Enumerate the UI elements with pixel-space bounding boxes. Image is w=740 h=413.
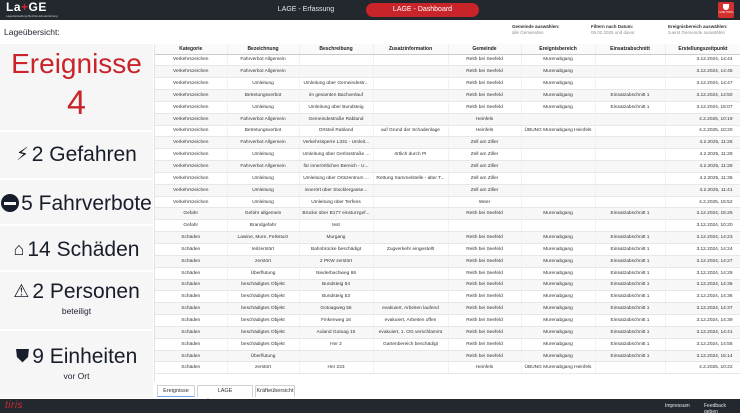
table-cell: 4.2.2025, 10:22 (665, 362, 740, 374)
table-cell: 3.12.2024, 14:29 (665, 267, 740, 279)
table-cell: Reith bei Seefeld (448, 101, 521, 113)
table-cell (595, 161, 665, 173)
table-cell: Gefahr (155, 208, 227, 220)
table-cell: Murenabgang (521, 66, 595, 78)
table-cell: Reith bei Seefeld (448, 350, 521, 362)
table-cell: Verkehrszeichen (155, 78, 227, 90)
table-cell: 3.12.2024, 14:36 (665, 291, 740, 303)
tab-kraefteuebersicht[interactable]: Kräfteübersicht (255, 385, 295, 397)
table-header-row (155, 44, 740, 54)
table-cell: Weer (448, 196, 521, 208)
table-row[interactable] (155, 338, 740, 350)
table-cell: 3.12.2024, 14:45 (665, 66, 740, 78)
table-row[interactable] (155, 208, 740, 220)
table-cell: Reith bei Seefeld (448, 315, 521, 327)
table-cell: Schäden (155, 338, 227, 350)
table-cell: Murenabgang (521, 101, 595, 113)
table-cell: Betretungsverbot (227, 90, 299, 102)
column-header[interactable]: Ereignisbereich (521, 44, 595, 54)
logo-subtitle: Lagedarstellung Bezirks-Einsatzleitung (6, 14, 58, 18)
table-cell (373, 350, 448, 362)
table-cell: Reith bei Seefeld (448, 54, 521, 66)
table-cell: Verkehrszeichen (155, 184, 227, 196)
table-cell (448, 220, 521, 232)
feedback-link[interactable]: Feedback geben (704, 403, 726, 413)
table-cell: Murenabgang (521, 303, 595, 315)
police-badge-icon: ⛊ (15, 346, 30, 366)
table-cell: Einsatzabschnitt 1 (595, 291, 665, 303)
table-cell: Reith bei Seefeld (448, 338, 521, 350)
table-cell: Einsatzabschnitt 1 (595, 350, 665, 362)
table-cell: Zugverkehr eingestellt (373, 244, 448, 256)
page-title: Lageübersicht: (4, 27, 60, 37)
gemeinde-select[interactable]: alle Gemeinden (512, 30, 544, 35)
table-cell: Umleitung (227, 78, 299, 90)
gefahren-count: 2 Gefahren (31, 143, 137, 166)
table-cell: Auland Gotoag 15 (299, 326, 373, 338)
table-row[interactable] (155, 161, 740, 173)
table-cell: Schäden (155, 267, 227, 279)
table-cell: auf Grund der Schadenlage (373, 125, 448, 137)
schaeden-tile (0, 226, 153, 272)
table-cell (373, 54, 448, 66)
table-cell: Heinfels (448, 362, 521, 374)
table-cell: Umleitung über Gemeindestr... (299, 78, 373, 90)
table-cell: Murgang (299, 232, 373, 244)
table-row[interactable] (155, 350, 740, 362)
bottom-tabs (153, 383, 740, 397)
table-cell: Verkehrszeichen (155, 66, 227, 78)
table-cell: evakuiert, 1. OG verschlammt (373, 326, 448, 338)
table-cell: ÜBUNG Murenabgang Heinfels (521, 362, 595, 374)
table-cell: Gefahr (155, 220, 227, 232)
table-cell: Bundsteig 54 (299, 279, 373, 291)
table-cell: Umleitung (227, 101, 299, 113)
table-cell: 4.2.2025, 11:35 (665, 172, 740, 184)
column-header[interactable]: Erstellungszeitpunkt (665, 44, 740, 54)
table-cell: Einsatzabschnitt 1 (595, 279, 665, 291)
table-cell: Schäden (155, 362, 227, 374)
table-cell: Hnr 233 (299, 362, 373, 374)
table-cell: 3.12.2024, 14:47 (665, 78, 740, 90)
table-cell: 4.2.2025, 10:20 (665, 125, 740, 137)
table-cell: Murenabgang (521, 208, 595, 220)
table-cell: Umleitung (227, 172, 299, 184)
fahrverbote-count: 5 Fahrverbote (21, 192, 152, 215)
table-cell: Überflutung (227, 350, 299, 362)
table-cell: 4.2.2025, 11:28 (665, 149, 740, 161)
table-row[interactable] (155, 90, 740, 102)
table-cell: Ortsteil Rabland (299, 125, 373, 137)
ereignisbereich-filter[interactable]: Ereignisbereich auswählen: zuerst Gemeinde auswählen (668, 24, 728, 35)
table-cell: Heinfels (448, 125, 521, 137)
tiris-logo[interactable]: tiris (5, 400, 24, 411)
table-cell: Schäden (155, 326, 227, 338)
ereignisbereich-select[interactable]: zuerst Gemeinde auswählen (668, 30, 726, 35)
table-cell: 4.2.2025, 11:26 (665, 137, 740, 149)
table-cell: Lawine, Mure, Felssturz (227, 232, 299, 244)
person-icon: ⚠ (13, 281, 30, 301)
table-cell: Murenabgang (521, 232, 595, 244)
fahrverbote-tile (0, 180, 153, 226)
top-bar (0, 0, 740, 20)
table-row[interactable] (155, 78, 740, 90)
table-cell: evakuiert, Arbeiten offen (373, 315, 448, 327)
table-cell: beschädigtes Objekt (227, 303, 299, 315)
tab-ereignisse[interactable]: Ereignisse (157, 385, 195, 397)
table-cell: Murenabgang (521, 326, 595, 338)
table-row[interactable] (155, 184, 740, 196)
column-header[interactable]: Gemeinde (448, 44, 521, 54)
table-row[interactable] (155, 244, 740, 256)
land-tirol-crest-icon: LAND TIROL (718, 2, 734, 18)
table-cell: 3.12.2024, 10:20 (665, 220, 740, 232)
table-cell: Fahrverbot Allgemein (227, 113, 299, 125)
table-cell: Murenabgang (521, 78, 595, 90)
table-row[interactable] (155, 267, 740, 279)
table-cell (521, 184, 595, 196)
table-cell: Verkehrszeichen (155, 54, 227, 66)
column-header[interactable]: Bezeichnung (227, 44, 299, 54)
table-cell: Schäden (155, 279, 227, 291)
table-cell: Fahrverbot Allgemein (227, 54, 299, 66)
table-cell: 3.12.2024, 14:44 (665, 54, 740, 66)
table-cell: Bahnbrücke beschädigt (299, 244, 373, 256)
table-cell (373, 196, 448, 208)
hazard-lightning-icon: ⚡ (16, 144, 29, 164)
table-cell: Verkehrszeichen (155, 172, 227, 184)
table-cell (373, 137, 448, 149)
table-cell (373, 66, 448, 78)
table-cell: Zell am Ziller (448, 161, 521, 173)
table-cell: Reith bei Seefeld (448, 244, 521, 256)
table-cell: Murenabgang (521, 90, 595, 102)
table-cell: Umleitung (227, 184, 299, 196)
table-cell: Verkehrszeichen (155, 90, 227, 102)
table-cell: Schäden (155, 315, 227, 327)
table-cell (595, 113, 665, 125)
personen-tile (0, 272, 153, 331)
table-row[interactable] (155, 315, 740, 327)
table-cell (521, 137, 595, 149)
table-row[interactable] (155, 255, 740, 267)
table-cell: test (299, 220, 373, 232)
table-cell: 3.12.2024, 15:07 (665, 101, 740, 113)
table-cell: Gefahr allgemein (227, 208, 299, 220)
table-cell (373, 232, 448, 244)
table-cell: Umleitung über Terfens (299, 196, 373, 208)
table-cell: 3.12.2024, 14:50 (665, 90, 740, 102)
table-cell: 3.12.2024, 14:39 (665, 315, 740, 327)
table-row[interactable] (155, 362, 740, 374)
table-cell: Einsatzabschnitt 1 (595, 326, 665, 338)
table-cell: Murenabgang (521, 54, 595, 66)
table-cell: Murenabgang (521, 350, 595, 362)
table-row[interactable] (155, 172, 740, 184)
table-cell: beschädigtes Objekt (227, 279, 299, 291)
table-row[interactable] (155, 66, 740, 78)
table-cell (595, 149, 665, 161)
summary-panel (0, 44, 153, 400)
table-cell: Zell am Ziller (448, 137, 521, 149)
table-cell (521, 196, 595, 208)
table-cell: Finkenweg 16 (299, 315, 373, 327)
einheiten-sublabel: vor Ort (63, 371, 90, 381)
table-cell: Einsatzabschnitt 1 (595, 208, 665, 220)
table-cell: innerört über Stocklergasse... (299, 184, 373, 196)
table-cell: Fahrverbot Allgemein (227, 161, 299, 173)
ereignisse-tile (0, 44, 153, 132)
table-cell: Schäden (155, 232, 227, 244)
table-cell: teilzerstört (227, 244, 299, 256)
table-cell: 4.2.2025, 15:52 (665, 196, 740, 208)
table-cell (373, 267, 448, 279)
table-cell: Verkehrszeichen (155, 137, 227, 149)
column-header[interactable]: Einsatzabschnitt (595, 44, 665, 54)
table-cell: Betretungsverbot (227, 125, 299, 137)
table-cell: Überflutung (227, 267, 299, 279)
table-cell: örtlich durch PI (373, 149, 448, 161)
table-cell (373, 362, 448, 374)
table-cell: 3.12.2024, 14:23 (665, 232, 740, 244)
table-cell: Gartenbereich beschädigt (373, 338, 448, 350)
table-cell: Heinfels (448, 113, 521, 125)
table-cell: Brücke über B177 einsturzgef... (299, 208, 373, 220)
table-cell: Verkehrszeichen (155, 101, 227, 113)
table-cell (299, 350, 373, 362)
table-cell: Einsatzabschnitt 1 (595, 90, 665, 102)
table-cell: Umleitung über Gerlosstraße ... (299, 149, 373, 161)
table-cell: Rettung Sammelstelle - alter T... (373, 172, 448, 184)
ereignisse-count: 4 (67, 84, 86, 122)
table-cell: Reith bei Seefeld (448, 208, 521, 220)
table-cell: Gotoagweg 55 (299, 303, 373, 315)
table-cell (373, 101, 448, 113)
table-cell (373, 279, 448, 291)
table-cell: Einsatzabschnitt 1 (595, 101, 665, 113)
table-cell (595, 172, 665, 184)
table-cell (595, 362, 665, 374)
table-cell: Gemeindestraße Rabland (299, 113, 373, 125)
table-cell: Reith bei Seefeld (448, 232, 521, 244)
table-cell: 3.12.2024, 14:24 (665, 244, 740, 256)
table-cell: Verkehrszeichen (155, 149, 227, 161)
table-cell: Zell am Ziller (448, 172, 521, 184)
table-cell: Murenabgang (521, 338, 595, 350)
table-cell: Reith bei Seefeld (448, 255, 521, 267)
table-cell: 4.2.2025, 11:28 (665, 161, 740, 173)
table-cell: Reith bei Seefeld (448, 291, 521, 303)
table-cell: Bundsteig 53 (299, 291, 373, 303)
column-header[interactable]: Zusatzinformation (373, 44, 448, 54)
table-row[interactable] (155, 113, 740, 125)
table-cell: Reith bei Seefeld (448, 326, 521, 338)
table-cell (595, 137, 665, 149)
damaged-building-icon: ⌂ (13, 239, 25, 259)
table-cell (595, 184, 665, 196)
table-cell: Reith bei Seefeld (448, 267, 521, 279)
column-header[interactable]: Beschreibung (299, 44, 373, 54)
table-cell (373, 255, 448, 267)
table-cell: Schäden (155, 291, 227, 303)
table-cell: Fahrverbot Allgemein (227, 137, 299, 149)
table-cell: Umleitung über Ortszentrum ... (299, 172, 373, 184)
table-cell: Einsatzabschnitt 1 (595, 267, 665, 279)
table-row[interactable] (155, 291, 740, 303)
table-cell: Brandgefahr (227, 220, 299, 232)
table-row[interactable] (155, 54, 740, 66)
table-cell (595, 196, 665, 208)
table-cell: Einsatzabschnitt 1 (595, 232, 665, 244)
table-row[interactable] (155, 137, 740, 149)
table-cell: Einsatzabschnitt 1 (595, 338, 665, 350)
table-cell: beschädigtes Objekt (227, 291, 299, 303)
table-cell (521, 220, 595, 232)
personen-sublabel: beteiligt (61, 306, 92, 316)
personen-count: 2 Personen (32, 280, 140, 303)
shield-icon (723, 4, 729, 10)
table-row[interactable] (155, 232, 740, 244)
table-body (155, 54, 740, 374)
table-cell: Verkehrszeichen (155, 196, 227, 208)
lage-logo[interactable]: La+GE Lagedarstellung Bezirks-Einsatzleitung (6, 0, 58, 18)
table-row[interactable] (155, 149, 740, 161)
table-cell: Murenabgang (521, 244, 595, 256)
table-cell (521, 172, 595, 184)
table-cell: im gesamten Bachverlauf (299, 90, 373, 102)
table-cell: Verkehrszeichen (155, 125, 227, 137)
table-cell: Reith bei Seefeld (448, 279, 521, 291)
red-cross-icon: + (21, 0, 29, 14)
table-cell: Einsatzabschnitt 1 (595, 244, 665, 256)
table-cell (595, 66, 665, 78)
table-row[interactable] (155, 303, 740, 315)
table-cell: Reith bei Seefeld (448, 90, 521, 102)
tab-dashboard[interactable]: LAGE - Dashboard (366, 3, 479, 17)
table-cell (373, 291, 448, 303)
no-entry-icon (1, 194, 19, 212)
table-cell: Verkehrssperre L331 - Umleit... (299, 137, 373, 149)
events-table-container[interactable] (154, 44, 740, 382)
einheiten-count: 9 Einheiten (32, 345, 138, 368)
footer-bar (0, 399, 740, 413)
table-cell (373, 184, 448, 196)
table-cell (595, 54, 665, 66)
table-cell: Verkehrszeichen (155, 113, 227, 125)
table-cell: für innerörtlichen Bereich - U... (299, 161, 373, 173)
tab-lage-uebersichtskarte[interactable]: LAGE (197, 385, 253, 397)
table-cell: Einsatzabschnitt 1 (595, 315, 665, 327)
table-cell: 3.12.2024, 14:27 (665, 255, 740, 267)
events-table (155, 44, 740, 374)
table-cell: Fahrverbot Allgemein (227, 66, 299, 78)
table-cell: beschädigtes Objekt (227, 326, 299, 338)
table-cell (299, 54, 373, 66)
schaeden-count: 14 Schäden (27, 238, 140, 261)
table-cell: 3.12.2024, 14:41 (665, 326, 740, 338)
table-cell: Umleitung (227, 196, 299, 208)
table-cell (373, 78, 448, 90)
table-cell: Niederbachweg 86 (299, 267, 373, 279)
table-cell (595, 78, 665, 90)
table-cell: 2 PKW zerstört (299, 255, 373, 267)
table-cell (521, 161, 595, 173)
table-cell: Schäden (155, 244, 227, 256)
table-cell: Hnr 2 (299, 338, 373, 350)
table-cell: Zell am Ziller (448, 149, 521, 161)
ereignisse-label: Ereignisse (11, 48, 142, 79)
table-cell: evakuiert, Arbeiten laufend (373, 303, 448, 315)
table-cell: Umleitung (227, 149, 299, 161)
table-cell (373, 161, 448, 173)
table-cell (595, 220, 665, 232)
table-cell: Schäden (155, 255, 227, 267)
table-cell (373, 220, 448, 232)
table-cell: Reith bei Seefeld (448, 303, 521, 315)
table-cell: Murenabgang (521, 279, 595, 291)
table-cell (595, 125, 665, 137)
impressum-link[interactable]: Impressum (665, 403, 690, 409)
datum-filter[interactable]: Filtern nach Datum: 06.02.2025 und davor (591, 24, 635, 35)
table-cell: 3.12.2024, 15:26 (665, 208, 740, 220)
table-cell (299, 66, 373, 78)
table-cell: 4.2.2025, 11:41 (665, 184, 740, 196)
table-cell: Reith bei Seefeld (448, 78, 521, 90)
table-cell: 3.12.2024, 15:14 (665, 350, 740, 362)
table-cell: Murenabgang (521, 255, 595, 267)
table-cell: zerstört (227, 255, 299, 267)
table-cell: Umleitung über Bundsteig (299, 101, 373, 113)
column-header[interactable]: Kategorie (155, 44, 227, 54)
table-cell: Murenabgang (521, 315, 595, 327)
gemeinde-filter[interactable]: Gemeinde auswählen: alle Gemeinden (512, 24, 560, 35)
table-row[interactable] (155, 101, 740, 113)
table-cell: Murenabgang (521, 291, 595, 303)
table-cell: zerstört (227, 362, 299, 374)
table-cell (373, 113, 448, 125)
table-row[interactable] (155, 279, 740, 291)
table-cell: Murenabgang (521, 267, 595, 279)
table-cell: Verkehrszeichen (155, 161, 227, 173)
tab-erfassung[interactable]: LAGE - Erfassung (277, 6, 335, 13)
table-cell: 3.12.2024, 14:55 (665, 338, 740, 350)
table-cell: ÜBUNG Murenabgang Heinfels (521, 125, 595, 137)
datum-select[interactable]: 06.02.2025 und davor (591, 30, 635, 35)
table-row[interactable] (155, 196, 740, 208)
table-cell (373, 208, 448, 220)
table-cell (373, 90, 448, 102)
table-cell: beschädigtes Objekt (227, 338, 299, 350)
table-cell (521, 149, 595, 161)
table-cell: beschädigtes Objekt (227, 315, 299, 327)
table-cell: Reith bei Seefeld (448, 66, 521, 78)
table-row[interactable] (155, 326, 740, 338)
table-cell: Zell am Ziller (448, 184, 521, 196)
table-cell (521, 113, 595, 125)
table-cell: Einsatzabschnitt 1 (595, 303, 665, 315)
table-cell: 3.12.2024, 14:36 (665, 279, 740, 291)
table-row[interactable] (155, 220, 740, 232)
table-cell: Einsatzabschnitt 1 (595, 255, 665, 267)
table-cell: 3.12.2024, 14:37 (665, 303, 740, 315)
table-cell: Schäden (155, 350, 227, 362)
einheiten-tile (0, 331, 153, 400)
gefahren-tile (0, 132, 153, 180)
table-cell: Schäden (155, 303, 227, 315)
table-cell: 4.2.2025, 10:19 (665, 113, 740, 125)
table-row[interactable] (155, 125, 740, 137)
